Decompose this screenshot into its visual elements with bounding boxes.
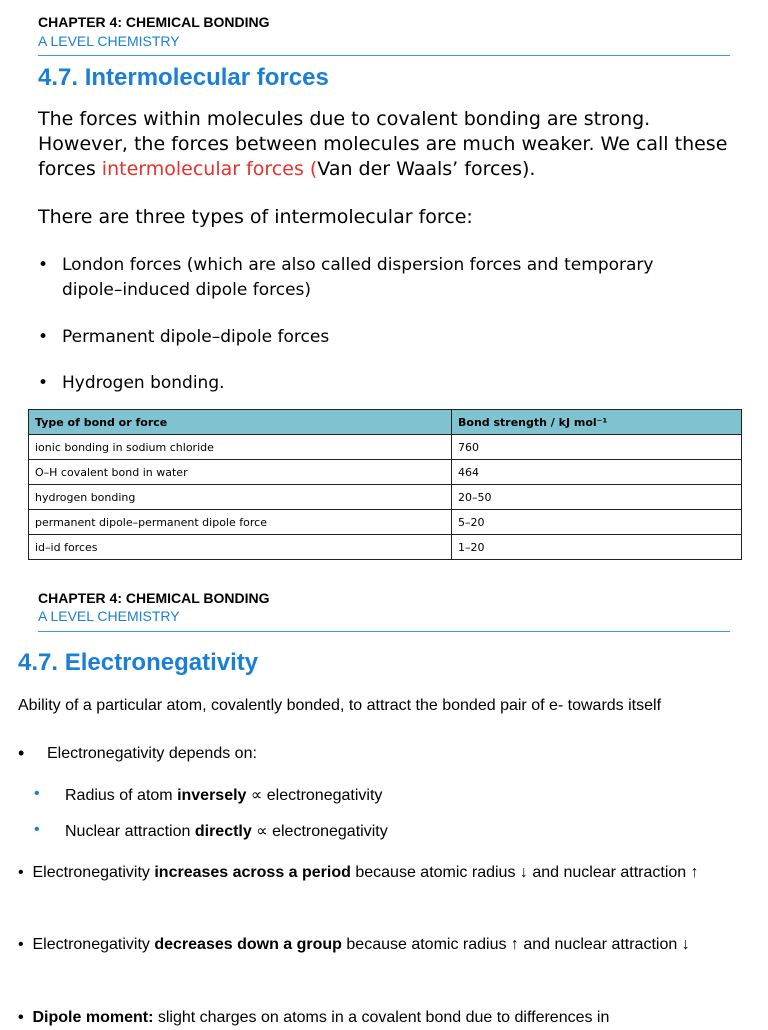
period-trend-item: [18, 861, 758, 885]
intro-text-b: Van der Waals’ forces).: [317, 158, 536, 180]
table-cell: 760: [452, 435, 742, 460]
table-cell: O–H covalent bond in water: [29, 460, 452, 485]
sub-item-nuclear: [65, 820, 388, 844]
bullet-glyph: •: [18, 1009, 24, 1026]
column-header: Type of bond or force: [29, 410, 452, 435]
sub-bullet-glyph: •: [34, 821, 40, 838]
table-cell: permanent dipole–permanent dipole force: [29, 510, 452, 535]
text-run: because atomic radius ↓ and nuclear attraction ↑: [350, 864, 699, 881]
list-item-text: Permanent dipole–dipole forces: [62, 327, 330, 347]
bond-strength-table: [28, 409, 742, 560]
chapter-title: CHAPTER 4: CHEMICAL BONDING: [38, 14, 270, 30]
text-run: because atomic radius ↑ and nuclear attraction ↓: [341, 936, 690, 953]
text-run: Radius of atom: [65, 787, 178, 804]
list-item: [18, 741, 24, 767]
text-run: slight charges on atoms in a covalent bond due to differences in: [153, 1009, 610, 1026]
text-run: Electronegativity: [32, 864, 155, 881]
bullet-glyph: •: [38, 255, 49, 275]
list-item-text: Hydrogen bonding.: [62, 373, 225, 393]
bullet-glyph: •: [18, 864, 24, 881]
bold-run: decreases down a group: [154, 936, 342, 953]
types-intro: There are three types of intermolecular force:: [38, 206, 473, 228]
course-level: A LEVEL CHEMISTRY: [38, 608, 180, 624]
table-cell: hydrogen bonding: [29, 485, 452, 510]
table-cell: id–id forces: [29, 535, 452, 560]
table-cell: 464: [452, 460, 742, 485]
sub-bullet-glyph: •: [34, 785, 40, 802]
table-row: [29, 485, 742, 510]
chapter-title: CHAPTER 4: CHEMICAL BONDING: [38, 590, 270, 606]
group-trend-item: [18, 933, 758, 957]
text-run: Electronegativity: [32, 936, 155, 953]
definition-text: Ability of a particular atom, covalently bonded, to attract the bonded pair of e- towards itself: [18, 697, 662, 714]
bullet-glyph: •: [18, 936, 24, 953]
intro-paragraph: [38, 107, 738, 182]
table-row: [29, 460, 742, 485]
bold-run: inversely: [177, 787, 247, 804]
table-cell: ionic bonding in sodium chloride: [29, 435, 452, 460]
list-item: [0, 325, 768, 355]
table-cell: 20–50: [452, 485, 742, 510]
text-run: ∝ electronegativity: [251, 823, 388, 840]
list-item-text: London forces (which are also called dispersion forces and temporary dipole–induced dipole forces): [62, 255, 654, 300]
table-row: [29, 535, 742, 560]
column-header: Bond strength / kJ mol⁻¹: [452, 410, 742, 435]
text-run: ∝ electronegativity: [246, 787, 383, 804]
list-item: [0, 253, 768, 313]
header-divider: [38, 55, 730, 56]
intro-highlight: intermolecular forces (: [101, 158, 318, 180]
bullet-glyph: •: [18, 743, 25, 763]
list-item: [0, 371, 768, 401]
table-row: [29, 435, 742, 460]
course-level: A LEVEL CHEMISTRY: [38, 33, 180, 49]
bullet-glyph: •: [38, 373, 49, 393]
bold-run: increases across a period: [154, 864, 351, 881]
sub-item-radius: [65, 784, 382, 808]
section-title-intermolecular: 4.7. Intermolecular forces: [38, 64, 329, 91]
section-title-electronegativity: 4.7. Electronegativity: [18, 649, 259, 676]
table-header-row: [29, 410, 742, 435]
table-cell: 1–20: [452, 535, 742, 560]
table-row: [29, 510, 742, 535]
table-cell: 5–20: [452, 510, 742, 535]
depends-on-text: Electronegativity depends on:: [47, 745, 257, 762]
bold-run: Dipole moment:: [32, 1009, 154, 1026]
bullet-glyph: •: [38, 327, 49, 347]
header-divider: [38, 631, 730, 632]
dipole-moment-item: [18, 1006, 758, 1030]
text-run: Nuclear attraction: [65, 823, 195, 840]
bold-run: directly: [194, 823, 252, 840]
intro-text-a: The forces within molecules due to covalent bonding are strong. However, the forces between molecules are much weaker. We call these forces: [38, 108, 728, 180]
